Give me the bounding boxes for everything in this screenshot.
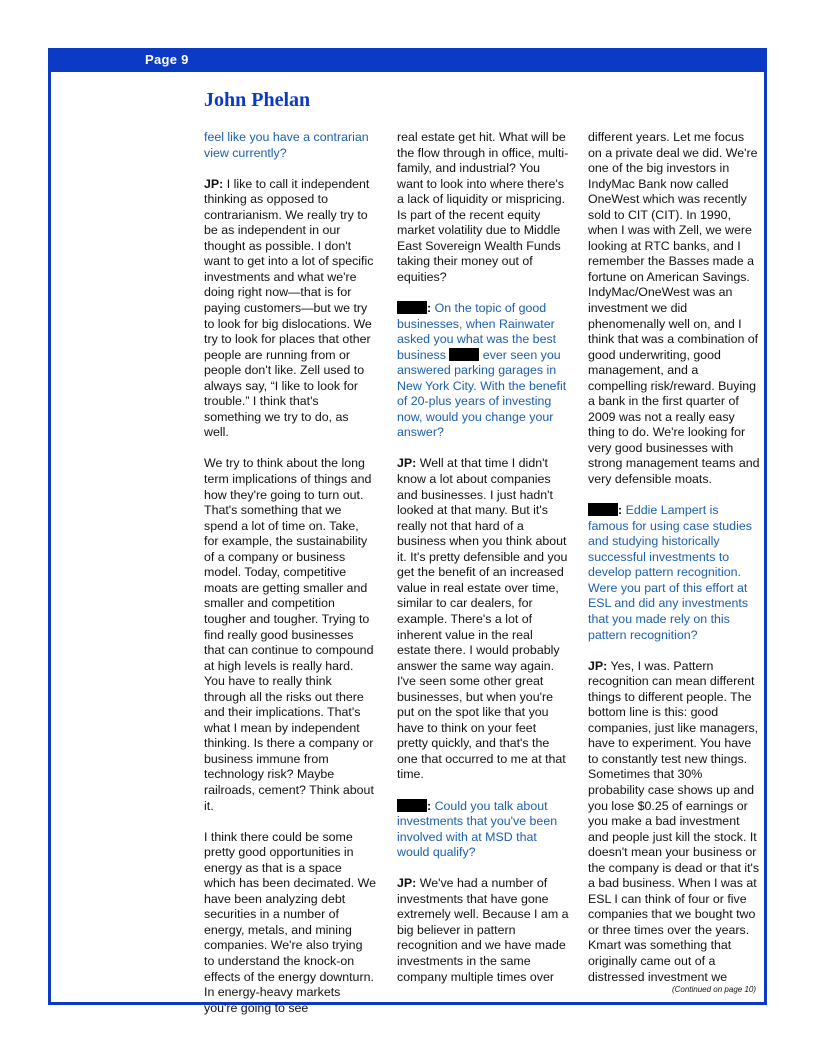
question-colon: : bbox=[427, 798, 432, 813]
page-number: Page 9 bbox=[145, 52, 189, 67]
answer-paragraph: I think there could be some pretty good opportunities in energy as that is a space which has been decimated. We have been analyzing debt securities in a number of energy, metals, and mining companies. We're also trying to understand the knock-on effects of the energy downturn. In energy-heavy markets you're going to see bbox=[204, 829, 376, 1015]
question-paragraph bbox=[397, 799, 569, 861]
answer-text: Well at that time I didn't know a lot about companies and businesses. I just hadn't looked at that many. But it's really not that hard of a business when you think about it. It's pretty defensible and you get the benefit of an increased value in real estate over time, similar to car dealers, for example. There's a lot of inherent value in the real estate there. I would probably answer the same way again. I've seen some other great businesses, but when you're put on the spot like that you have to think on your feet pretty quickly, and that's the one that occurred to me at that time. bbox=[397, 456, 568, 782]
answer-paragraph bbox=[397, 876, 569, 985]
answer-paragraph bbox=[397, 456, 569, 782]
column-3 bbox=[588, 130, 760, 1001]
answer-text: We've had a number of investments that have gone extremely well. Because I am a big believer in pattern recognition and we have made investments in the same company multiple times over bbox=[397, 876, 569, 984]
question-colon: : bbox=[618, 503, 623, 518]
answer-text: Yes, I was. Pattern recognition can mean different things to different people. The bottom line is this: good companies, just like managers, have to experiment. You have to constantly test new things. Sometimes that 30% probability case shows up and you lose $0.25 of earnings or you make a bad investment and people just kill the stock. It doesn't mean your business or the company is dead or that it's a bad business. When I was at ESL I can think of four or five companies that we bought two or three times over the years. Kmart was something that originally came out of a distressed investment we bbox=[588, 658, 760, 984]
column-2 bbox=[397, 130, 569, 1001]
redaction-box bbox=[588, 503, 618, 516]
speaker-label: JP: bbox=[588, 658, 608, 673]
answer-paragraph: We try to think about the long term implications of things and how they're going to turn out. That's something that we spend a lot of time on. Take, for example, the sustainability of a company or business model. Today, competitive moats are getting smaller and smaller and competition tougher and tougher. Trying to find really good businesses that can continue to compound at high levels is really hard. You have to really think through all the risks out there and their implications. That's what I mean by independent thinking. Is there a company or business immune from technology risk? Maybe railroads, cement? Think about it. bbox=[204, 456, 374, 813]
article-title: John Phelan bbox=[204, 89, 311, 111]
redaction-box bbox=[449, 348, 479, 361]
question-text: On the topic of good businesses, when Rainwater asked you what was the best business bbox=[397, 301, 557, 362]
speaker-label: JP: bbox=[397, 456, 417, 471]
question-text: Eddie Lampert is famous for using case studies and studying historically successful investments to develop pattern recognition. Were you part of this effort at ESL and did any investments that you made rely on this pattern recognition? bbox=[588, 503, 752, 642]
answer-paragraph: real estate get hit. What will be the flow through in office, multi-family, and industrial? You want to look into where there's a lack of liquidity or mispricing. Is part of the recent equity market volatility due to Middle East Sovereign Wealth Funds taking their money out of equities? bbox=[397, 130, 569, 284]
speaker-label: JP: bbox=[204, 176, 224, 191]
question-text: ever seen you answered parking garages in New York City. With the benefit of 20-plus years of investing now, would you change your answer? bbox=[397, 347, 567, 440]
column-1 bbox=[204, 130, 376, 1032]
continued-note: (Continued on page 10) bbox=[671, 985, 756, 994]
answer-paragraph bbox=[204, 177, 376, 441]
question-text: Could you talk about investments that you've been involved with at MSD that would qualify? bbox=[397, 798, 558, 860]
question-paragraph bbox=[397, 301, 569, 441]
speaker-label: JP: bbox=[397, 876, 417, 891]
redaction-box bbox=[397, 301, 427, 314]
answer-paragraph bbox=[588, 659, 760, 985]
question-continued: feel like you have a contrarian view currently? bbox=[204, 130, 369, 160]
answer-text: I like to call it independent thinking as opposed to contrarianism. We really try to be as independent in our thought as possible. I don't want to get into a lot of specific investments and what we're doing right now—that is for paying customers—but we try to look for big dislocations. We try to look for places that other people are running from or people don't like. Zell used to always say, “I like to look for trouble.” I think that's something we try to do, as well. bbox=[204, 176, 374, 440]
redaction-box bbox=[397, 799, 427, 812]
question-paragraph bbox=[588, 503, 760, 643]
answer-paragraph: different years. Let me focus on a private deal we did. We're one of the big investors in IndyMac Bank now called OneWest which was recently sold to CIT (CIT). In 1990, when I was with Zell, we were looking at RTC banks, and I remember the Basses made a fortune on American Savings. IndyMac/OneWest was an investment we did phenomenally well on, and I think that was a combination of good underwriting, good management, and a compelling risk/reward. Buying a bank in the first quarter of 2009 was not a really easy thing to do. We're looking for very good businesses with strong management teams and very defensible moats. bbox=[588, 130, 760, 487]
question-colon: : bbox=[427, 301, 432, 316]
